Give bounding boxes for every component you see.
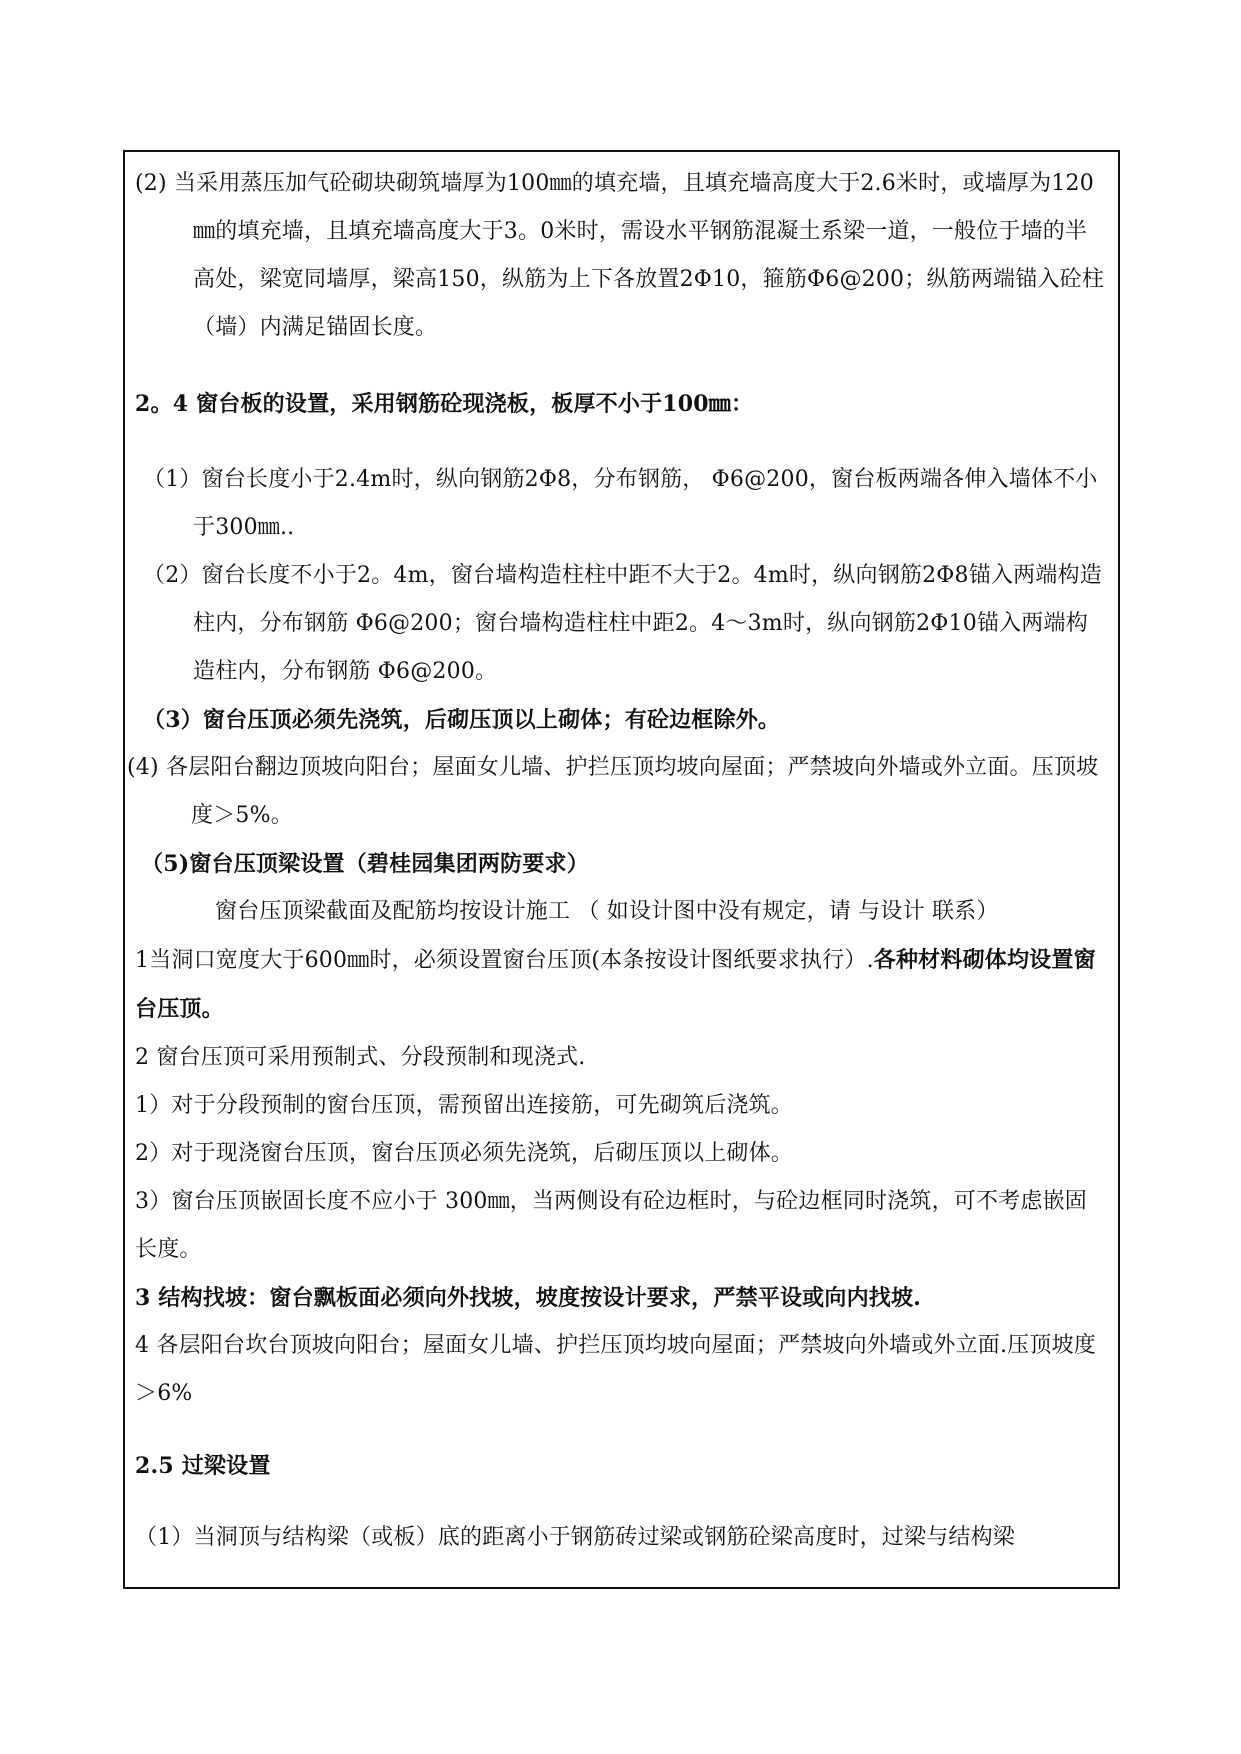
heading-2-5: 2.5 过梁设置 bbox=[135, 1453, 271, 1479]
heading-2-4: 2。4 窗台板的设置，采用钢筋砼现浇板，板厚不小于100㎜： bbox=[135, 391, 754, 417]
paragraph-sill-beam-heading: （5)窗台压顶梁设置（碧桂园集团两防要求） bbox=[141, 851, 589, 877]
paragraph-sill-order: （3）窗台压顶必须先浇筑，后砌压顶以上砌体；有砼边框除外。 bbox=[143, 707, 781, 733]
paragraph-sill-beam-design: 窗台压顶梁截面及配筋均按设计施工 （ 如设计图中没有规定，请 与设计 联系） bbox=[215, 899, 999, 924]
paragraph-sill-long: （2）窗台长度不小于2。4m，窗台墙构造柱柱中距不大于2。4m时，纵向钢筋2Φ8锚入两端构造柱内，分布钢筋 Φ6@200；窗台墙构造柱柱中距2。4～3m时，纵向钢筋2Φ10锚入两端构造柱内，分布钢筋 Φ6@200。 bbox=[143, 563, 1102, 684]
paragraph-segmented-precast: 1）对于分段预制的窗台压顶，需预留出连接筋，可先砌筑后浇筑。 bbox=[135, 1093, 793, 1118]
opening-width-text: 1当洞口宽度大于600㎜时，必须设置窗台压顶(本条按设计图纸要求执行）. bbox=[135, 948, 874, 973]
paragraph-wall-tie-beam: (2) 当采用蒸压加气砼砌块砌筑墙厚为100㎜的填充墙，且填充墙高度大于2.6米时，或墙厚为120㎜的填充墙，且填充墙高度大于3。0米时，需设水平钢筋混凝土系梁一道，一般位于墙的半高处，梁宽同墙厚，梁高150，纵筋为上下各放置2Φ10，箍筋Φ6@200；纵筋两端锚入砼柱（墙）内满足锚固长度。 bbox=[135, 171, 1105, 340]
paragraph-balcony-curb-slope: 4 各层阳台坎台顶坡向阳台；屋面女儿墙、护拦压顶均坡向屋面；严禁坡向外墙或外立面.压顶坡度＞6% bbox=[135, 1333, 1096, 1406]
paragraph-balcony-slope: (4) 各层阳台翻边顶坡向阳台；屋面女儿墙、护拦压顶均坡向屋面；严禁坡向外墙或外立面。压顶坡度＞5%。 bbox=[127, 755, 1099, 828]
document-body bbox=[127, 160, 1108, 1562]
paragraph-sill-short: （1）窗台长度小于2.4m时，纵向钢筋2Φ8，分布钢筋， Φ6@200，窗台板两端各伸入墙体不小于300㎜.. bbox=[143, 467, 1098, 540]
paragraph-precast-options: 2 窗台压顶可采用预制式、分段预制和现浇式. bbox=[135, 1045, 586, 1070]
paragraph-opening-width bbox=[135, 936, 1108, 1034]
paragraph-lintel-setting: （1）当洞顶与结构梁（或板）底的距离小于钢筋砖过梁或钢筋砼梁高度时，过梁与结构梁 bbox=[135, 1525, 1015, 1550]
opening-width-bold-text: 各种材料砌体均设置窗台压顶。 bbox=[135, 947, 1096, 1022]
paragraph-structural-slope: 3 结构找坡：窗台飘板面必须向外找坡，坡度按设计要求，严禁平设或向内找坡. bbox=[135, 1285, 922, 1311]
paragraph-embed-length: 3）窗台压顶嵌固长度不应小于 300㎜，当两侧设有砼边框时，与砼边框同时浇筑，可不考虑嵌固长度。 bbox=[135, 1189, 1087, 1262]
paragraph-cast-in-place: 2）对于现浇窗台压顶，窗台压顶必须先浇筑，后砌压顶以上砌体。 bbox=[135, 1141, 793, 1166]
page-frame bbox=[123, 150, 1120, 1589]
